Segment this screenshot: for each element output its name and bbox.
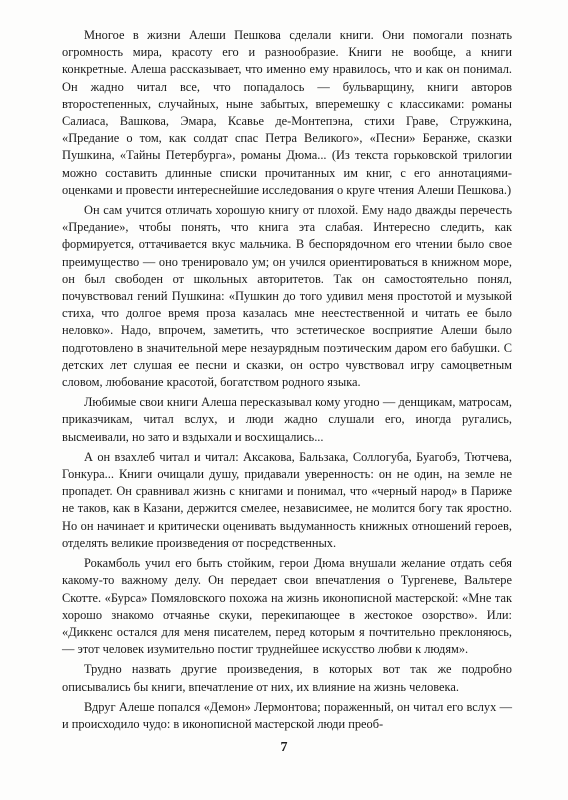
paragraph-3: Любимые свои книги Алеша пересказывал кому угодно — денщикам, матросам, приказчикам, читал вслух, и люди жадно слушали его, иногда ругались, высмеивали, но зато и вздыхали и восхищались... [62, 395, 512, 444]
paragraph-4: А он взахлеб читал и читал: Аксакова, Бальзака, Соллогуба, Буагобэ, Тютчева, Гонкура... Книги очищали душу, придавали уверенность: он не один, на земле не пропадет. Он сравнивал жизнь с книгами и понимал, что «черный народ» в Париже не таков, как в Казани, держится смелее, независимее, не молится богу так яростно. Но он начинает и критически оценивать выдуманность книжных отношений героев, отделять великие произведения от посредственных. [62, 449, 512, 550]
paragraph-7: Вдруг Алеше попался «Демон» Лермонтова; пораженный, он читал его вслух — и происходило чудо: в иконописной мастерской люди преоб- [62, 699, 512, 731]
body-text [62, 27, 512, 736]
paragraph-1: Многое в жизни Алеши Пешкова сделали книги. Они помогали познать огромность мира, красоту его и разнообразие. Книги не вообще, а книги конкретные. Алеша рассказывает, что именно ему нравилось, что и как он понимал. Он жадно читал все, что попадалось — бульварщину, книги авторов второстепенных, случайных, ныне забытых, вперемешку с классиками: романы Салиаса, Вашкова, Эмара, Ксавье де-Монтепэна, стихи Граве, Стружкина, «Предание о том, как солдат спас Петра Великого», «Песни» Беранже, сказки Пушкина, «Тайны Петербурга», романы Дюма... (Из текста горьковской трилогии можно составить длинные списки прочитанных им книг, с его аннотациями-оценками и провести интереснейшие исследования о круге чтения Алеши Пешкова.) [62, 28, 512, 197]
paragraph-5: Рокамболь учил его быть стойким, герои Дюма внушали желание отдать себя какому-то важному делу. Он передает свои впечатления о Тургеневе, Вальтере Скотте. «Бурса» Помяловского похожа на жизнь иконописной мастерской: «Мне так хорошо знакомо отчаянье скуки, перекипающее в жестокое озорство». Или: «Диккенс остался для меня писателем, перед которым я почтительно преклоняюсь,— этот человек изумительно постиг труднейшее искусство любви к людям». [62, 556, 512, 657]
paragraph-6: Трудно назвать другие произведения, в которых вот так же подробно описывались бы книги, впечатление от них, их влияние на жизнь человека. [62, 662, 512, 694]
paragraph-2: Он сам учится отличать хорошую книгу от плохой. Ему надо дважды перечесть «Предание», чтобы понять, что книга эта слабая. Интересно следить, как формируется, оттачивается вкус мальчика. В беспорядочном его чтении было свое преимущество — оно тренировало ум; он учился ориентироваться в книжном море, он был свободен от школьных авторитетов. Так он самостоятельно понял, почувствовал гений Пушкина: «Пушкин до того удивил меня простотой и музыкой стиха, что долгое время проза казалась мне неестественной и читать ее было неловко». Надо, впрочем, заметить, что эстетическое восприятие Алеши было подготовлено в значительной мере незаурядным поэтическим даром его бабушки. С детских лет слушая ее песни и сказки, он остро чувствовал игру самоцветным словом, любование красотой, богатством родного языка. [62, 203, 512, 390]
page-number: 7 [280, 740, 288, 755]
